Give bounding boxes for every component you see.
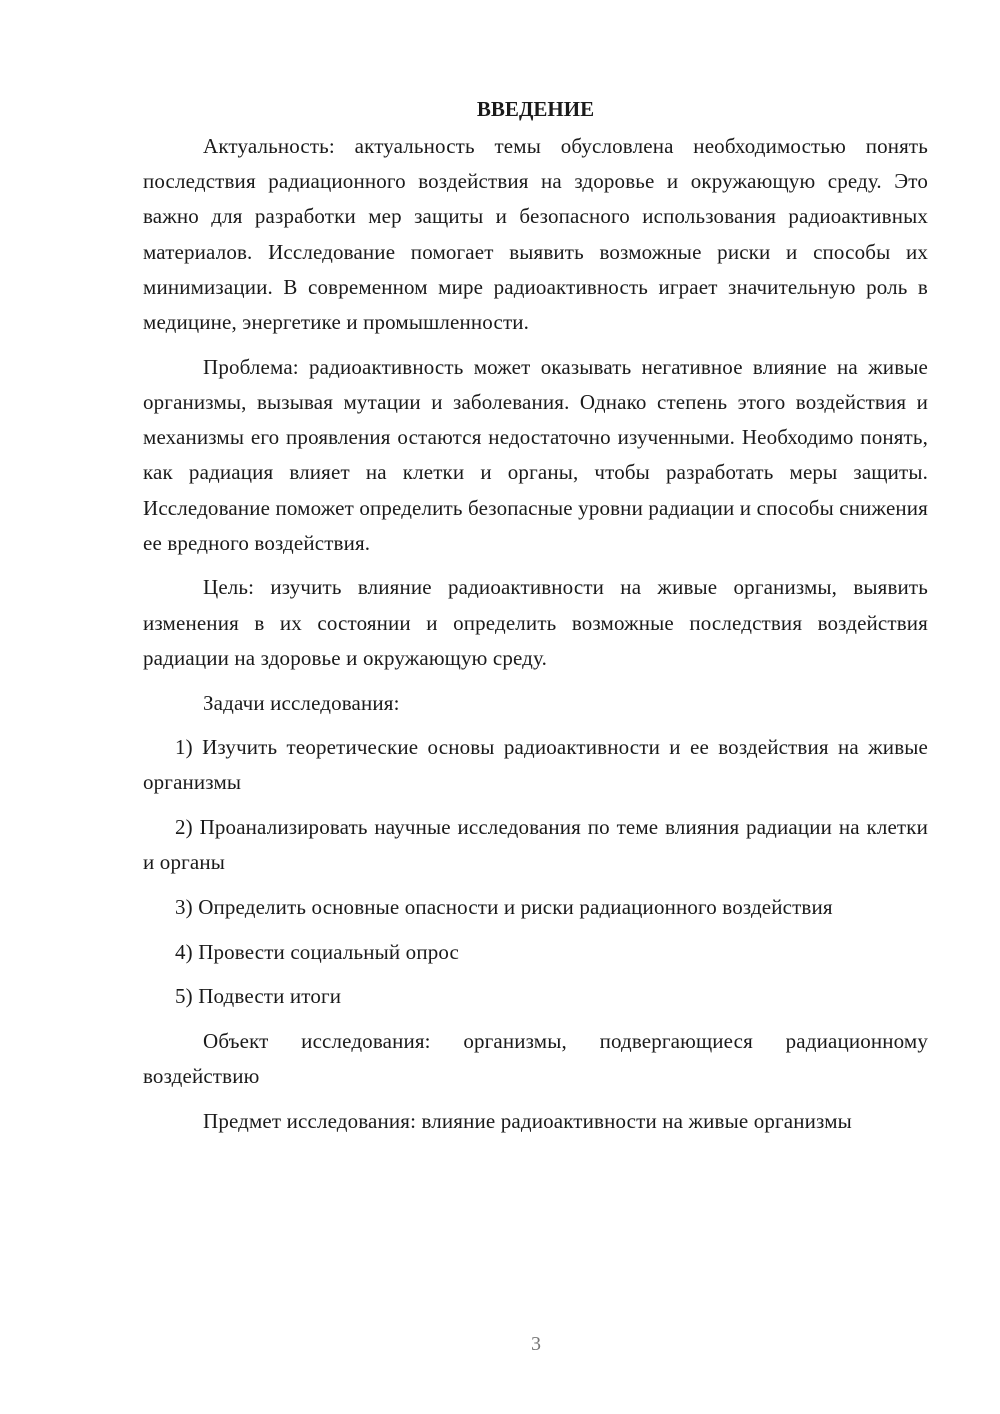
problem-paragraph: Проблема: радиоактивность может оказывать негативное влияние на живые организмы, вызывая мутации и заболевания. Однако степень этого воздействия и механизмы его проявления остаются недостаточно изученными. Необходимо понять, как радиация влияет на клетки и органы, чтобы разработать меры защиты. Исследование поможет определить безопасные уровни радиации и способы снижения ее вредного воздействия. — [143, 354, 928, 555]
section-title: ВВЕДЕНИЕ — [476, 97, 595, 121]
task-item-2: 2) Проанализировать научные исследования по теме влияния радиации на клетки и органы — [143, 815, 928, 875]
tasks-heading: Задачи исследования: — [203, 690, 400, 715]
relevance-paragraph: Актуальность: актуальность темы обусловлена необходимостью понять последствия радиационного воздействия на здоровье и окружающую среду. Это важно для разработки мер защиты и безопасного использования радиоактивных материалов. Исследование помогает выявить возможные риски и способы их минимизации. В современном мире радиоактивность играет значительную роль в медицине, энергетике и промышленности. — [143, 134, 928, 335]
task-item-1: 1) Изучить теоретические основы радиоактивности и ее воздействия на живые организмы — [143, 735, 928, 795]
object-paragraph: Объект исследования: организмы, подвергающиеся радиационному воздействию — [143, 1029, 928, 1089]
task-item-3: 3) Определить основные опасности и риски радиационного воздействия — [175, 895, 833, 920]
subject-paragraph: Предмет исследования: влияние радиоактивности на живые организмы — [203, 1109, 852, 1134]
document-page — [143, 92, 928, 1139]
task-item-4: 4) Провести социальный опрос — [175, 939, 460, 964]
task-item-5: 5) Подвести итоги — [175, 984, 342, 1009]
page-number: 3 — [531, 1333, 541, 1355]
goal-paragraph: Цель: изучить влияние радиоактивности на живые организмы, выявить изменения в их состоянии и определить возможные последствия воздействия радиации на здоровье и окружающую среду. — [143, 575, 928, 670]
